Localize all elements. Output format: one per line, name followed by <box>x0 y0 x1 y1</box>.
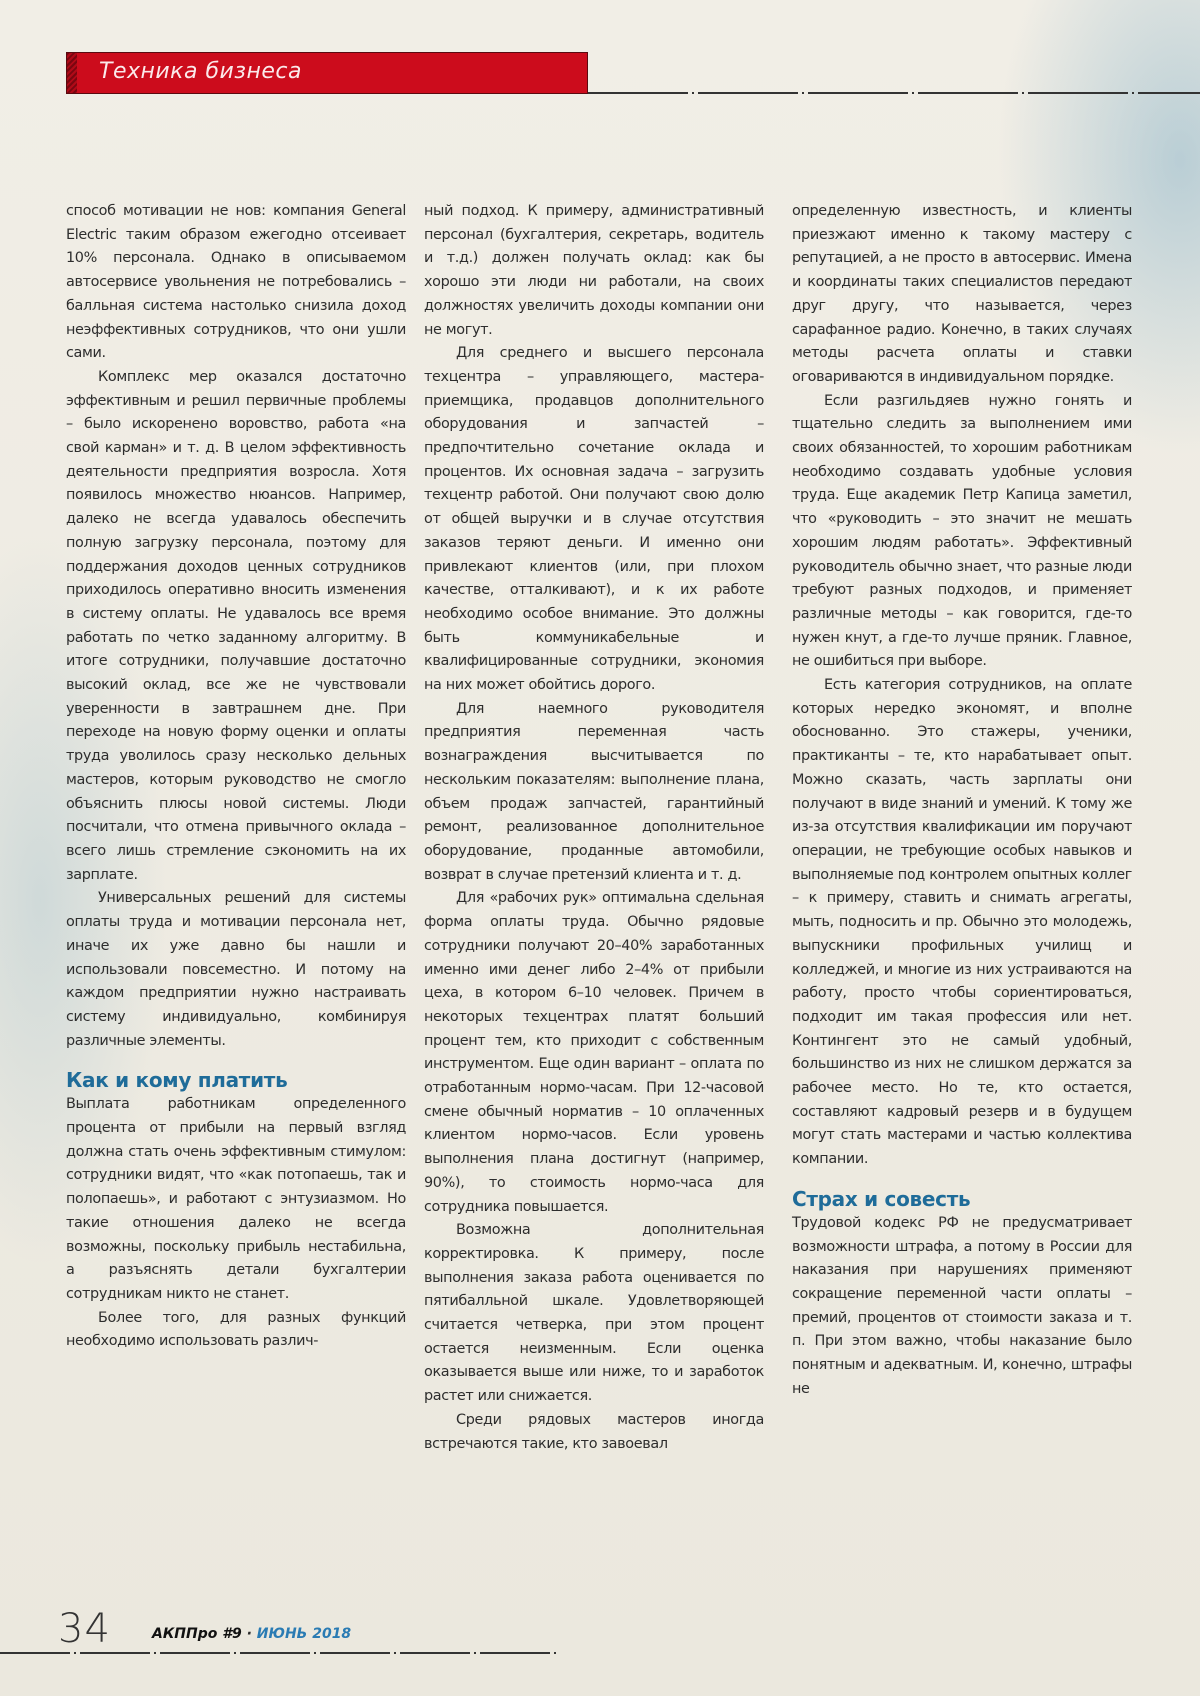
footer-separator: · <box>246 1626 252 1642</box>
section-heading: Страх и совесть <box>792 1186 971 1211</box>
paragraph: Для среднего и высшего персонала техцентра – управляющего, мастера-приемщика, продавцов дополнительного оборудования и запчастей – предпочтительно сочетание оклада и процентов. Их основная задача – загрузить техцентр работой. Они получают свою долю от общей выручки и в случае отсутствия заказов теряют деньги. И именно они привлекают клиентов (или, при плохом качестве, отталкивают), и к их работе необходимо особое внимание. Это должны быть коммуникабельные и квалифицированные сотрудники, экономия на них может обойтись дорого. <box>424 345 764 694</box>
paragraph: Есть категория сотрудников, на оплате которых нередко экономят, и вполне обоснованно. Это стажеры, ученики, практиканты – те, кто нарабатывает опыт. Можно сказать, часть зарплаты они получают в виде знаний и умений. К тому же из-за отсутствия квалификации им поручают операции, не требующие особых навыков и выполняемые под контролем опытных коллег – к примеру, ставить и снимать агрегаты, мыть, подносить и пр. Обычно это молодежь, выпускники профильных училищ и колледжей, и многие из них устраиваются на работу, просто чтобы сориентироваться, подходит им такая профессия или нет. Контингент это не самый удобный, большинство из них не слишком держатся за рабочее место. Но те, кто остается, составляют кадровый резерв и в будущем могут стать мастерами и частью коллектива компании. <box>792 677 1132 1168</box>
paragraph: Более того, для разных функций необходимо использовать различ- <box>66 1309 406 1350</box>
paragraph: Для наемного руководителя предприятия переменная часть вознаграждения высчитывается по нескольким показателям: выполнение плана, объем продаж запчастей, гарантийный ремонт, реализованное дополнительное оборудование, проданные автомобили, возврат в случае претензий клиента и т. д. <box>424 700 764 883</box>
section-heading: Как и кому платить <box>66 1068 288 1093</box>
magazine-footer <box>152 1626 351 1642</box>
paragraph: Возможна дополнительная корректировка. К примеру, после выполнения заказа работа оценивается по пятибалльной шкале. Удовлетворяющей считается четверка, при этом процент остается неизменным. Если оценка оказывается выше или ниже, то и заработок растет или снижается. <box>424 1222 764 1405</box>
page-number: 34 <box>58 1606 111 1652</box>
paragraph: способ мотивации не нов: компания General Electric таким образом ежегодно отсеивает 10% персонала. Однако в описываемом автосервисе увольнения не потребовались – балльная система настолько снизила доход неэффективных сотрудников, что они ушли сами. <box>66 203 406 362</box>
paragraph: Выплата работникам определенного процента от прибыли на первый взгляд должна стать очень эффективным стимулом: сотрудники видят, что «как потопаешь, так и полопаешь», и работают с энтузиазмом. Но такие отношения далеко не всегда возможны, поскольку прибыль нестабильна, а разъяснять детали бухгалтерии сотрудникам никто не станет. <box>66 1096 406 1302</box>
section-title: Техника бизнеса <box>99 59 302 84</box>
section-header-band <box>66 52 588 94</box>
issue-number: #9 <box>222 1626 242 1642</box>
header-divider <box>588 92 1200 94</box>
article-column-3 <box>792 200 1132 1401</box>
paragraph: Если разгильдяев нужно гонять и тщательно следить за выполнением ими своих обязанностей, то хорошим работникам необходимо создавать удобные условия труда. Еще академик Петр Капица заметил, что «руководить – это значит не мешать хорошим людям работать». Эффективный руководитель обычно знает, что разные люди требуют разных подходов, и применяет различные методы – как говорится, где-то нужен кнут, а где-то лучше пряник. Главное, не ошибиться при выборе. <box>792 392 1132 670</box>
paragraph: Комплекс мер оказался достаточно эффективным и решил первичные проблемы – было искоренено воровство, работа «на свой карман» и т. д. В целом эффективность деятельности предприятия возросла. Хотя появилось множество нюансов. Например, далеко не всегда удавалось обеспечить полную загрузку персонала, поэтому для поддержания доходов ценных сотрудников приходилось оперативно вносить изменения в систему оплаты. Не удавалось все время работать по четко заданному алгоритму. В итоге сотрудники, получавшие достаточно высокий оклад, все же не чувствовали уверенности в завтрашнем дне. При переходе на новую форму оценки и оплаты труда уволилось сразу несколько дельных мастеров, которым руководство не смогло объяснить плюсы новой системы. Люди посчитали, что отмена привычного оклада – всего лишь стремление сэкономить на их зарплате. <box>66 368 406 883</box>
issue-date: ИЮНЬ 2018 <box>256 1626 352 1642</box>
paragraph: Среди рядовых мастеров иногда встречаются такие, кто завоевал <box>424 1411 764 1452</box>
magazine-name: АКППро <box>152 1626 218 1642</box>
article-column-2 <box>424 200 764 1456</box>
article-column-1 <box>66 200 406 1354</box>
paragraph: ный подход. К примеру, административный персонал (бухгалтерия, секретарь, водитель и т.д.) должен получать оклад: как бы хорошо эти люди ни работали, на своих должностях увеличить доходы компании они не могут. <box>424 203 764 338</box>
paragraph: Трудовой кодекс РФ не предусматривает возможности штрафа, а потому в России для наказания при нарушениях применяют сокращение переменной части оплаты – премий, процентов от стоимости заказа и т. п. При этом важно, чтобы наказание было понятным и адекватным. И, конечно, штрафы не <box>792 1214 1132 1397</box>
paragraph: определенную известность, и клиенты приезжают именно к такому мастеру с репутацией, а не просто в автосервис. Имена и координаты таких специалистов передают друг другу, что называется, через сарафанное радио. Конечно, в таких случаях методы расчета оплаты и ставки оговариваются в индивидуальном порядке. <box>792 203 1132 385</box>
paragraph: Универсальных решений для системы оплаты труда и мотивации персонала нет, иначе их уже давно бы нашли и использовали повсеместно. И потому на каждом предприятии нужно настраивать систему индивидуально, комбинируя различные элементы. <box>66 890 406 1049</box>
footer-divider <box>0 1652 560 1654</box>
paragraph: Для «рабочих рук» оптимальна сдельная форма оплаты труда. Обычно рядовые сотрудники получают 20–40% заработанных именно ими денег либо 2–4% от прибыли цеха, в котором 6–10 человек. Причем в некоторых техцентрах платят больший процент тем, кто приходит с собственным инструментом. Еще один вариант – оплата по отработанным нормо-часам. При 12-часовой смене обычный норматив – 10 оплаченных клиентом нормо-часов. Если уровень выполнения плана достигнут (например, 90%), то стоимость нормо-часа для сотрудника повышается. <box>424 890 764 1215</box>
